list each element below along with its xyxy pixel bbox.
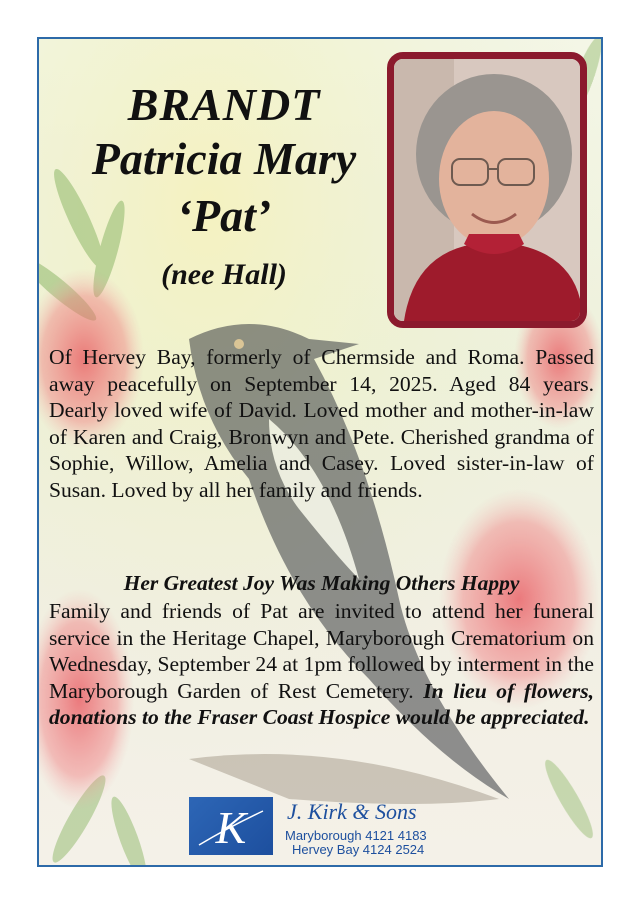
portrait-image xyxy=(394,59,580,321)
given-names: Patricia Mary xyxy=(91,133,357,184)
portrait-photo xyxy=(387,52,587,328)
maiden-name: (nee Hall) xyxy=(161,258,287,291)
donations-request-text: In lieu of flowers, donations to the Fraser Coast Hospice would be appreciated. xyxy=(49,678,594,730)
deceased-name-block xyxy=(59,79,389,303)
funeral-director-logo xyxy=(189,797,447,857)
surname: BRANDT xyxy=(127,79,321,130)
phone-maryborough: Maryborough 4121 4183 xyxy=(285,828,427,843)
nickname: ‘Pat’ xyxy=(176,190,272,241)
notice-motto: Her Greatest Joy Was Making Others Happy xyxy=(123,571,520,595)
notice-paragraph-details: Of Hervey Bay, formerly of Chermside and Roma. Passed away peacefully on September 14, 2025. Aged 84 years. Dearly loved wife of David. Loved mother and mother-in-law of Karen and Craig, Bronwyn and Pete. Cherished grandma of Sophie, Willow, Amelia and Casey. Loved sister-in-law of Susan. Loved by all her family and friends. xyxy=(49,345,594,502)
notice-frame xyxy=(37,37,603,867)
service-details-text: Family and friends of Pat are invited to attend her funeral service in the Heritage Chapel, Maryborough Crematorium on Wednesday, September 24 at 1pm followed by interment in the Maryborough Garden of Rest Cemetery. xyxy=(49,599,594,703)
monogram-letter: K xyxy=(215,802,247,853)
notice-paragraph-service xyxy=(49,598,594,731)
kirk-monogram-icon xyxy=(189,797,273,855)
phone-hervey-bay: Hervey Bay 4124 2524 xyxy=(292,842,425,857)
funeral-director-name: J. Kirk & Sons xyxy=(287,799,417,824)
